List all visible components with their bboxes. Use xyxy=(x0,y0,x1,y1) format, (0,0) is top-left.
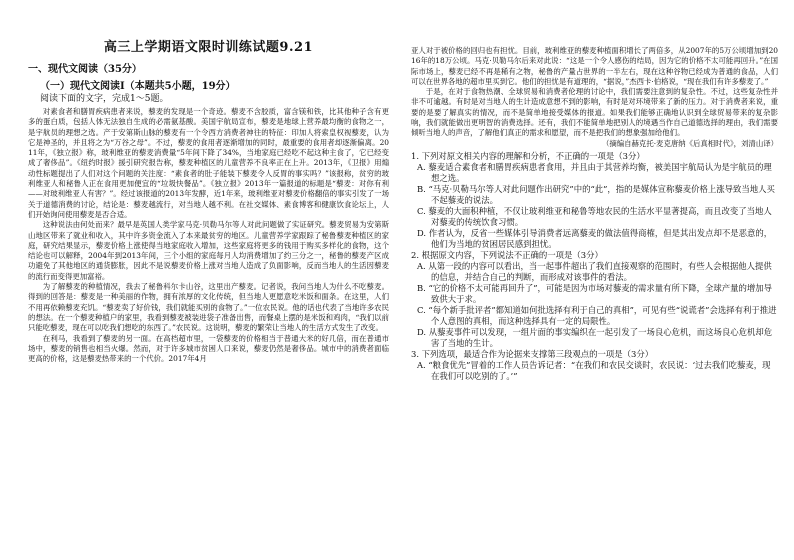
instruction: 阅读下面的文字，完成1～5题。 xyxy=(40,94,169,104)
question-2 xyxy=(411,250,778,349)
option-d: D. 作者认为，反省一些媒体引导消费者远离藜麦的做法值得商榷，但是其出发点却不是恶意的，他们为当地的贫困居民感到担忧。 xyxy=(417,227,773,249)
article-paragraph: 对素食者和膳胃疾病患者来说，藜麦的发现是一个奇迹。藜麦不含胶质，富含镁和铁，比其他种子含有更多的蛋白质，包括人体无法独自生成的必需氨基酸。美国宇航局宣布，藜麦是地球上营养最均衡的食物之一，是宇航员的理想之选。产于安第斯山脉的藜麦有一个令西方消费者神往的特征：印加人将索皇权视藜麦，认为它是神圣的，并且将之为“万谷之母”。不过，藜麦的食用者逐渐增加的同时，最重要的食用者却逐渐偏离。2011年，《独立报》称，玻利维亚的藜麦消费量“5年间下降了34%，当地家庭已经吃不起这种主食了，它已经变成了奢侈品”。《纽约时报》援引研究报告称，藜麦种植区的儿童营养不良率正在上升。2013年，《卫报》用煽动性标题提出了人们对这个问题的关注度：“素食者的肚子能装下藜麦令人反胃的事实吗？”该报称，贫穷的玻利维亚人和秘鲁人正在食用更加便宜的“垃圾快餐品”。《独立报》2013年一篇报道的标题是“藜麦：对你有利——对玻利维亚人有害？”。经过该报道的2013年发酵，近1年来，玻利维亚对藜麦价格翻倍的事实引发了一场关于道德消费的讨论，结论是：藜麦越流行，对当地人越不利。在社交媒体、素食博客和健康饮食论坛上，人们开始询问使用藜麦是否合适。 xyxy=(28,107,389,219)
question-stem: 1. 下列对原文相关内容的理解和分析，不正确的一项是（3分） xyxy=(411,150,645,161)
article-paragraph: 在利马，我看到了藜麦的另一面。在高档超市里，一袋藜麦的价格相当于普通大米的好几倍，而在普通市场中，藜麦的销售也相当火爆。然而，对于许多城市贫困人口来说，藜麦仍然是奢侈品。城市中的消费者面临更高的价格，这是藜麦热带来的一个代价。2017年4月 xyxy=(28,333,389,364)
option-a: A. “粮食优先”冒着的工作人员告诉记者：“在我们和农民交谈时，农民说：‘过去我们吃藜麦，现在我们可以吃别的了。’” xyxy=(417,359,771,381)
option-c: C. 藜麦的大面积种植，不仅让玻利维亚和秘鲁等地农民的生活水平显著提高，而且改变了当地人对藜麦的传统饮食习惯。 xyxy=(417,205,772,227)
section-heading: 一、现代文阅读（35分） xyxy=(28,64,142,75)
article-paragraph: 于是，在对于食物热潮、全球贸易和消费者伦理的讨论中，我们需要注意到的复杂性。不过，这些复杂性并非不可逾越。有时是对当地人的生计造成意想不到的影响，有时是对环境带来了新的压力。对于消费者来说，重要的是要了解真实的情况，而不是简单地接受媒体的报道。如果我们能够正确地认识到全球贸易带来的复杂影响，我们就能做出更明智的消费选择。还有，我们不能简单地把别人的境遇当作自己道德选择的理由，我们需要倾听当地人的声音，了解他们真正的需求和愿望，而不是把我们的想象强加给他们。 xyxy=(411,87,778,138)
question-3 xyxy=(411,349,778,382)
option-a: A. 从第一段的内容可以看出，当一起事件超出了我们直接观察的范围时，有些人会根据他人提供的信息，并结合自己的判断，而形成对该事件的看法。 xyxy=(417,260,772,282)
article-paragraph: 这种说法由何处而来？最早是英国人类学家马克·贝勒马尔等人对此问题做了实证研究。藜麦贸易为安第斯山地区带来了就业和收入，其中许多资金流入了本来最贫穷的地区。儿童营养学家跟踪了秘鲁藜麦种植区的家庭，研究结果显示，藜麦价格上涨使得当地家庭收入增加，这些家庭将更多的钱用于购买多样化的食物，这个结论也可以解释，2004年到2013年间，三个小组的家庭每月人均消费增加了约三分之一，秘鲁的藜麦产区成功避免了其他地区的通货膨胀，因此不是说藜麦价格上涨对当地人造成了负面影响，反而当地人的生活因藜麦的流行而变得更加富裕。 xyxy=(28,220,389,281)
exam-title: 高三上学期语文限时训练试题9.21 xyxy=(103,40,314,55)
option-b: B. “它的价格不太可能再回升了”，可能是因为市场对藜麦的需求量有所下降，全球产量的增加导致供大于求。 xyxy=(417,282,773,304)
option-b: B. “马克·贝勒马尔等人对此问题作出研究”中的“此”，指的是媒体宣称藜麦价格上涨导致当地人买不起藜麦的说法。 xyxy=(417,183,775,205)
article-paragraph: 亚人对于被价格的回归也有担忧。目前，玻利维亚的藜麦种植面积增长了两倍多，从2007年的5万公顷增加到2016年的18万公顷。马克·贝勒马尔后来对此说：“这是一个令人感伤的结局，因为它的价格不太可能再回升。”在国际市场上，藜麦已经不再是稀有之物，秘鲁的产量占世界的一半左右，现在这种谷物已经成为普通的食品，人们可以在世界各地的超市里买到它。他们的担忧是有道理的，“据说，”杰西卡·伯格说，“现在我们有许多藜麦了。” xyxy=(411,46,778,86)
source-citation: （摘编自赫克托·麦克唐纳《后真相时代》，刘清山译） xyxy=(601,138,778,148)
right-column xyxy=(397,0,794,560)
subsection-heading: （一）现代文阅读Ⅰ（本题共5小题，19分） xyxy=(40,81,236,92)
option-c: C. “每个新手批评者”都知道如何批选择有利于自己的真相”，可见有些“说谎者”会选择有利于推进个人意图的真相，而这种选择具有一定的局限性。 xyxy=(417,304,777,326)
question-1 xyxy=(411,151,778,250)
option-d: D. 从藜麦事件可以发现，一组片面的事实编织在一起引发了一场良心危机，而这场良心危机却危害了当地的生计。 xyxy=(417,326,773,348)
option-a: A. 藜麦适合素食者和膳胃疾病患者食用，并且由于其营养均衡，被美国宇航局认为是宇航员的理想之选。 xyxy=(417,161,772,183)
question-stem: 3. 下列选项，最适合作为论据来支撑第三段观点的一项是（3分） xyxy=(411,348,654,359)
article-paragraph: 为了解藜麦的种植情况，我去了秘鲁科尔卡山谷，这里出产藜麦。记者说，我问当地人为什么不吃藜麦。得到的回答是：藜麦是一种美丽的作物，拥有浓厚的文化传统，但当地人更愿意吃米饭和面条。在这里，人们不用再依赖藜麦充饥。“藜麦卖了好价钱，我们就能买别的食物了。”一位农民说。他的话也代表了当地许多农民的想法。在一个藜麦种植户的家里，我看到藜麦被装进袋子准备出售，而餐桌上摆的是米饭和鸡肉，“我们以前只能吃藜麦，现在可以吃我们想吃的东西了。”农民说。这说明，藜麦的繁荣让当地人的生活方式发生了改变。 xyxy=(28,282,389,333)
question-stem: 2. 根据原文内容，下列说法不正确的一项是（3分） xyxy=(411,249,603,260)
